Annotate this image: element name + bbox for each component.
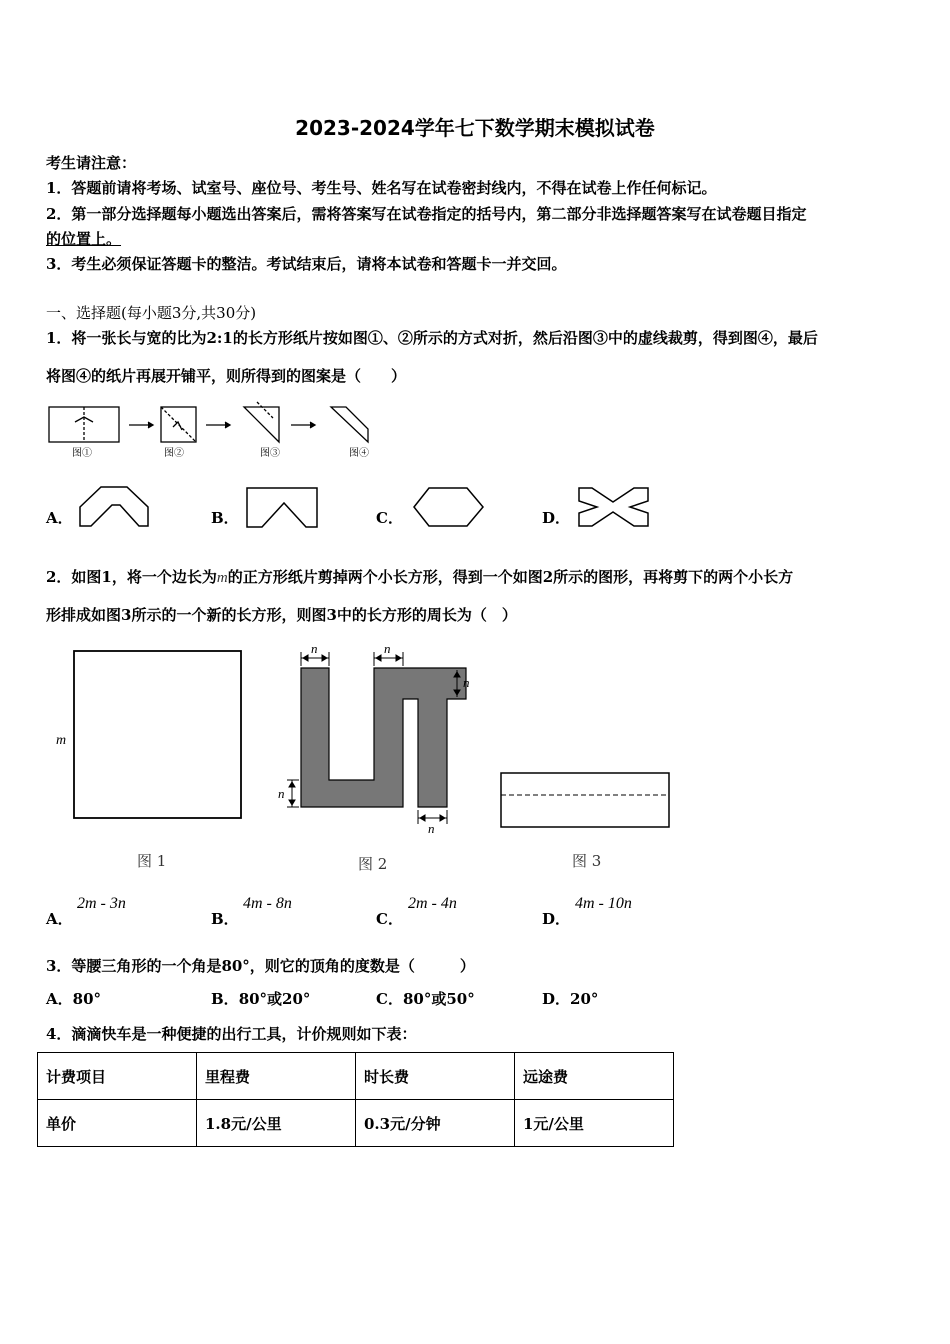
q2-option-d-label: D． (542, 910, 571, 928)
var-m: m (216, 570, 228, 586)
q1-option-c-shape (411, 485, 486, 530)
table-cell: 1.8元/公里 (197, 1100, 356, 1147)
q3-option-b: B．80°或20° (211, 990, 311, 1008)
page-title: 2023-2024学年七下数学期末模拟试卷 (295, 116, 655, 140)
q2-option-c-expr: 2m - 4n (408, 895, 457, 912)
q1-option-d-label: D． (542, 509, 571, 527)
dim-label-n: n (463, 675, 470, 690)
q2-option-a-label: A． (46, 910, 73, 928)
fare-table (37, 1052, 674, 1147)
q1-option-a-shape (77, 485, 152, 530)
q3-option-a: A．80° (46, 990, 102, 1008)
notice-item: 2．第一部分选择题每小题选出答案后，需将答案写在试卷指定的括号内，第二部分非选择题答案写在试卷题目指定 (46, 205, 807, 223)
table-cell: 0.3元/分钟 (356, 1100, 515, 1147)
notice-item: 1．答题前请将考场、试室号、座位号、考生号、姓名写在试卷密封线内，不得在试卷上作任何标记。 (46, 179, 717, 197)
figure-caption: 图 2 (358, 855, 388, 873)
q1-option-c-label: C． (376, 509, 403, 527)
fig4-shape (331, 407, 368, 442)
q2-option-b-label: B． (211, 910, 239, 928)
q3-option-d: D．20° (542, 990, 599, 1008)
fig3-triangle (244, 407, 279, 442)
q1-stem: 将图④的纸片再展开铺平，则所得到的图案是（ ） (46, 367, 407, 385)
section-heading: 一、选择题(每小题3分,共30分) (46, 304, 257, 322)
q3-stem: 3．等腰三角形的一个角是80°，则它的顶角的度数是（ ） (46, 957, 475, 975)
q2-figure-2 (270, 640, 470, 830)
table-header-cell: 计费项目 (38, 1053, 197, 1100)
dim-label-n: n (428, 821, 435, 836)
q2-option-d-expr: 4m - 10n (575, 895, 632, 912)
figure-label: 图② (164, 448, 184, 459)
notice-heading: 考生请注意： (46, 154, 137, 172)
table-cell: 1元/公里 (515, 1100, 674, 1147)
table-row (38, 1100, 674, 1147)
figure-label: 图③ (260, 448, 280, 459)
dim-label-n: n (384, 641, 391, 656)
q4-stem: 4．滴滴快车是一种便捷的出行工具，计价规则如下表： (46, 1025, 417, 1043)
table-header-cell: 里程费 (197, 1053, 356, 1100)
dim-label-n: n (278, 786, 285, 801)
q2-stem: 形排成如图3所示的一个新的长方形，则图3中的长方形的周长为（ ） (46, 606, 517, 624)
q3-option-c: C．80°或50° (376, 990, 475, 1008)
q2-option-a-expr: 2m - 3n (77, 895, 126, 912)
q1-option-b-label: B． (211, 509, 239, 527)
q1-option-d-shape (576, 485, 651, 530)
figure-caption: 图 1 (137, 852, 167, 870)
q1-stem: 1．将一张长与宽的比为2:1的长方形纸片按如图①、②所示的方式对折，然后沿图③中的虚线裁剪，得到图④，最后 (46, 329, 818, 347)
q1-option-b-shape (244, 485, 319, 530)
figure-label: 图① (72, 448, 92, 459)
q1-folding-figure (45, 400, 385, 462)
dim-label-n: n (311, 641, 318, 656)
figure-label-m: m (56, 733, 67, 748)
table-header-row (38, 1053, 674, 1100)
figure-label: 图④ (349, 448, 369, 459)
q2-figure-3 (498, 770, 673, 830)
table-header-cell: 远途费 (515, 1053, 674, 1100)
q1-option-a-label: A． (46, 509, 73, 527)
notice-item: 的位置上。 (46, 230, 122, 248)
table-header-cell: 时长费 (356, 1053, 515, 1100)
q2-stem: 2．如图1，将一个边长为m的正方形纸片剪掉两个小长方形，得到一个如图2所示的图形，再将剪下的两个小长方 (46, 568, 794, 586)
figure-caption: 图 3 (572, 852, 602, 870)
q2-option-b-expr: 4m - 8n (243, 895, 292, 912)
table-cell: 单价 (38, 1100, 197, 1147)
q2-option-c-label: C． (376, 910, 403, 928)
q2-figure-1 (55, 645, 255, 820)
notice-item: 3．考生必须保证答题卡的整洁。考试结束后，请将本试卷和答题卡一并交回。 (46, 255, 567, 273)
